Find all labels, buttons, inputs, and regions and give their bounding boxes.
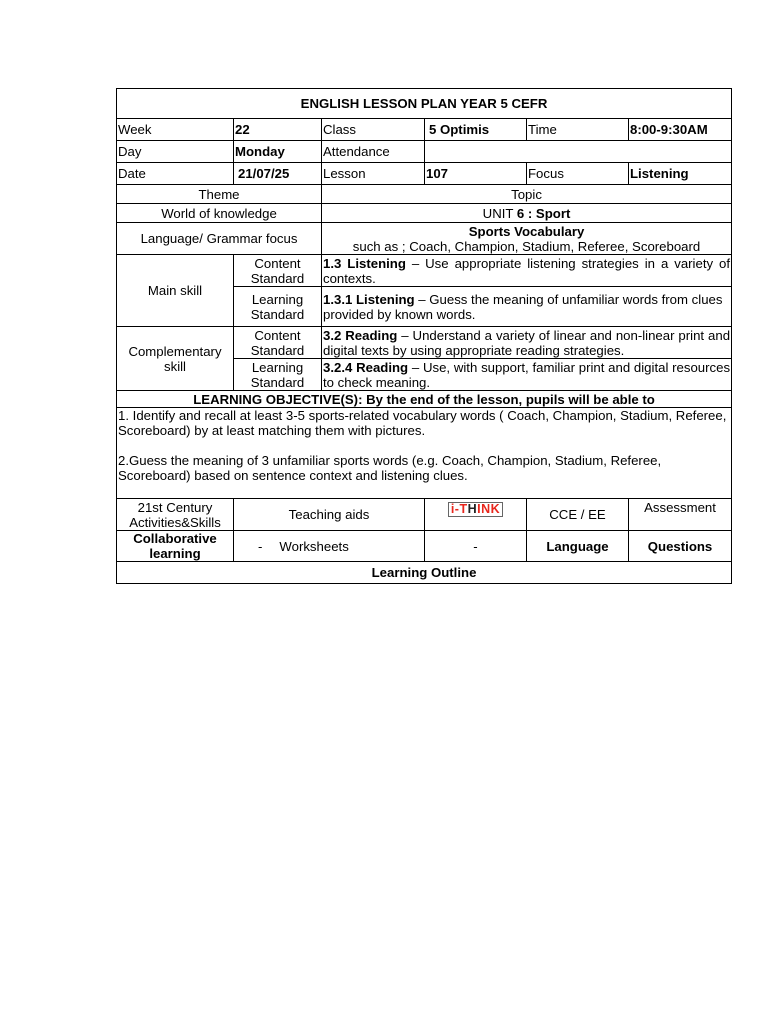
century-skills-value: Collaborative learning [117, 531, 234, 562]
lesson-plan-table [116, 88, 732, 584]
learning-outline-heading: Learning Outline [117, 562, 732, 584]
attendance-value [425, 141, 732, 163]
objective-2: 2.Guess the meaning of 3 unfamiliar sports words (e.g. Coach, Champion, Stadium, Referee, Scoreboard) based on sentence context and listening clues. [118, 453, 662, 483]
attendance-label: Attendance [322, 141, 425, 163]
week-value: 22 [234, 119, 322, 141]
assessment-header: Assessment [629, 499, 732, 531]
page-title: ENGLISH LESSON PLAN YEAR 5 CEFR [117, 89, 732, 119]
comp-content-code: 3.2 Reading [323, 327, 398, 343]
theme-value: World of knowledge [117, 204, 322, 223]
topic-label: Topic [322, 185, 732, 204]
date-label: Date [117, 163, 234, 185]
comp-learning-text: – Use, with support, familiar print and digital resources to check meaning. [323, 359, 731, 390]
comp-content-standard [322, 327, 732, 359]
teaching-aids-bullet: - [258, 538, 263, 554]
focus-label: Focus [527, 163, 629, 185]
teaching-aids-item: Worksheets [279, 538, 349, 554]
cce-value: Language [527, 531, 629, 562]
ithink-logo: i-THINK [448, 502, 503, 517]
class-value: 5 Optimis [425, 119, 527, 141]
day-label: Day [117, 141, 234, 163]
assessment-value: Questions [629, 531, 732, 562]
cce-header: CCE / EE [527, 499, 629, 531]
main-skill-label: Main skill [117, 255, 234, 327]
teaching-aids-header: Teaching aids [234, 499, 425, 531]
comp-learning-code: 3.2.4 Reading [323, 359, 409, 375]
main-learning-standard [322, 287, 732, 327]
grammar-label: Language/ Grammar focus [117, 223, 322, 255]
comp-skill-label: Complementary skill [117, 327, 234, 391]
comp-learning-standard [322, 359, 732, 391]
main-content-standard [322, 255, 732, 287]
teaching-aids-value [234, 531, 425, 562]
main-learning-standard-label: Learning Standard [234, 287, 322, 327]
main-learning-code: 1.3.1 Listening [323, 291, 415, 307]
objectives-heading: LEARNING OBJECTIVE(S): By the end of the lesson, pupils will be able to [117, 391, 732, 408]
comp-learning-standard-label: Learning Standard [234, 359, 322, 391]
week-label: Week [117, 119, 234, 141]
day-value: Monday [234, 141, 322, 163]
grammar-title: Sports Vocabulary [468, 223, 585, 239]
theme-label: Theme [117, 185, 322, 204]
main-learning-text: – Guess the meaning of unfamiliar words from clues provided by known words. [323, 291, 723, 322]
objective-1: 1. Identify and recall at least 3-5 sports-related vocabulary words ( Coach, Champion, Stadium, Referee, Scoreboard) by at least matching them with pictures. [118, 408, 727, 438]
ithink-header [425, 499, 527, 531]
grammar-focus [322, 223, 732, 255]
objectives-body [117, 408, 732, 499]
main-content-standard-label: Content Standard [234, 255, 322, 287]
time-label: Time [527, 119, 629, 141]
date-value: 21/07/25 [234, 163, 322, 185]
grammar-detail: such as ; Coach, Champion, Stadium, Referee, Scoreboard [352, 238, 701, 254]
focus-value: Listening [629, 163, 732, 185]
class-label: Class [322, 119, 425, 141]
time-value: 8:00-9:30AM [629, 119, 732, 141]
century-skills-header: 21st Century Activities&Skills [117, 499, 234, 531]
lesson-value: 107 [425, 163, 527, 185]
comp-content-standard-label: Content Standard [234, 327, 322, 359]
lesson-plan [116, 88, 731, 584]
topic-unit: 6 : Sport [516, 205, 571, 221]
topic-value [322, 204, 732, 223]
comp-content-text: – Understand a variety of linear and non-linear print and digital texts by using appropriate reading strategies. [323, 327, 731, 358]
ithink-value: - [425, 531, 527, 562]
lesson-label: Lesson [322, 163, 425, 185]
main-content-text: – Use appropriate listening strategies in a variety of contexts. [323, 255, 731, 286]
main-content-code: 1.3 Listening [323, 255, 406, 271]
topic-prefix: UNIT [482, 205, 517, 221]
